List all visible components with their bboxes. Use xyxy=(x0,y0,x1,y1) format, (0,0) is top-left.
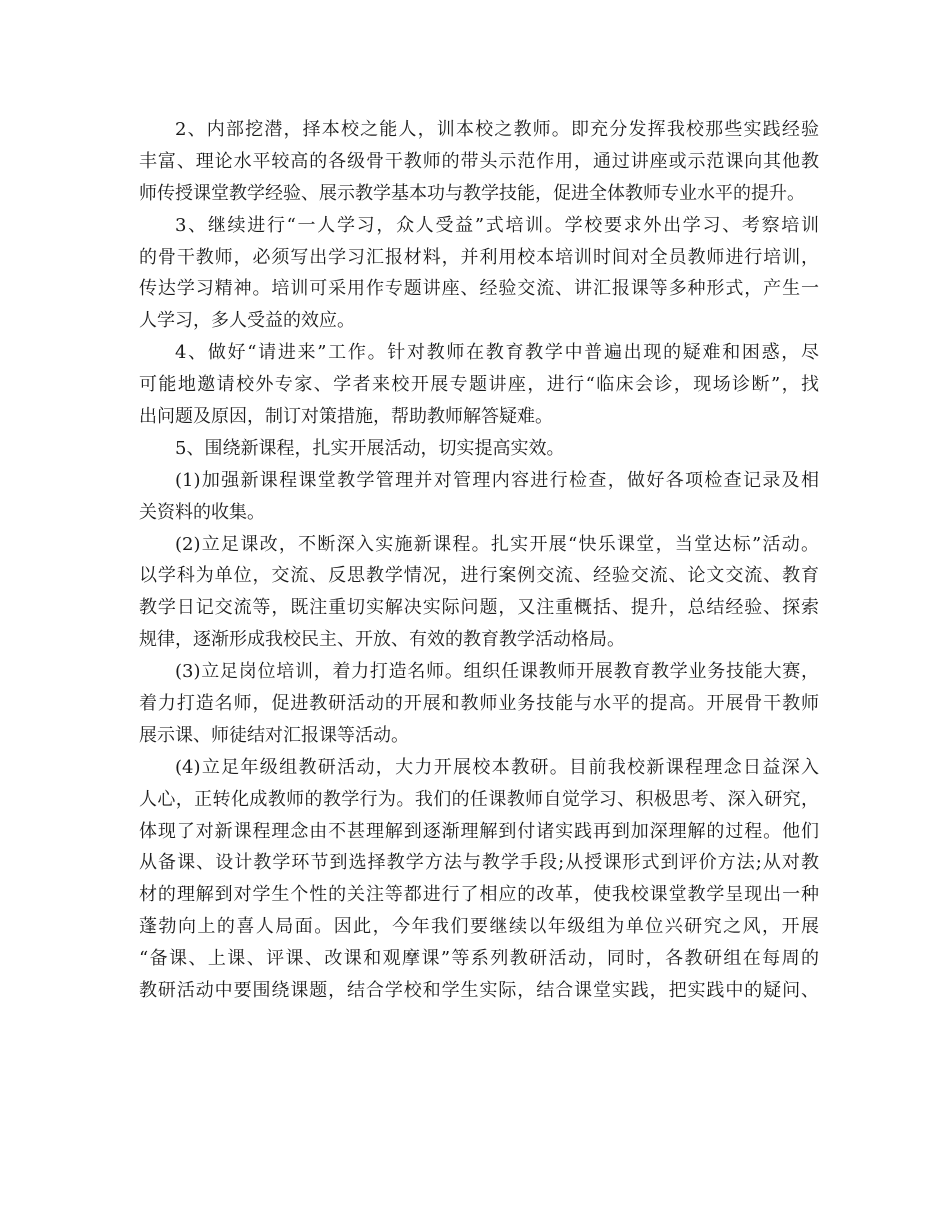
paragraph-line: (2)立足课改，不断深入实施新课程。扎实开展“快乐课堂，当堂达标”活动。 xyxy=(175,533,819,555)
paragraph-line: 2、内部挖潜，择本校之能人，训本校之教师。即充分发挥我校那些实践经验 xyxy=(175,119,819,140)
paragraph-line: 人学习，多人受益的效应。 xyxy=(139,310,355,332)
paragraph-line: 丰富、理论水平较高的各级骨干教师的带头示范作用，通过讲座或示范课向其他教 xyxy=(139,150,819,172)
paragraph-line: 规律，逐渐形成我校民主、开放、有效的教育教学活动格局。 xyxy=(139,629,625,651)
paragraph-line: (1)加强新课程课堂教学管理并对管理内容进行检查，做好各项检查记录及相 xyxy=(175,469,819,491)
paragraph-line: 传达学习精神。培训可采用作专题讲座、经验交流、讲汇报课等多种形式，产生一 xyxy=(139,278,819,300)
paragraph-line: 蓬勃向上的喜人局面。因此，今年我们要继续以年级组为单位兴研究之风，开展 xyxy=(139,916,819,938)
paragraph-line: “备课、上课、评课、改课和观摩课”等系列教研活动，同时，各教研组在每周的 xyxy=(139,948,819,970)
paragraph-line: 以学科为单位，交流、反思教学情况，进行案例交流、经验交流、论文交流、教育 xyxy=(139,565,819,587)
document-body xyxy=(139,114,819,1007)
paragraph-line: 教学日记交流等，既注重切实解决实际问题，又注重概括、提升，总结经验、探索 xyxy=(139,597,819,619)
paragraph-line: 体现了对新课程理念由不甚理解到逐渐理解到付诸实践再到加深理解的过程。他们 xyxy=(139,820,819,842)
paragraph-line: 可能地邀请校外专家、学者来校开展专题讲座，进行“临床会诊，现场诊断”，找 xyxy=(139,374,819,396)
paragraph-line: 5、围绕新课程，扎实开展活动，切实提高实效。 xyxy=(175,437,565,459)
paragraph-line: 材的理解到对学生个性的关注等都进行了相应的改革，使我校课堂教学呈现出一种 xyxy=(139,884,819,906)
paragraph-line: (4)立足年级组教研活动，大力开展校本教研。目前我校新课程理念日益深入 xyxy=(175,756,819,778)
paragraph-line: 4、做好“请进来”工作。针对教师在教育教学中普遍出现的疑难和困惑，尽 xyxy=(175,342,819,364)
paragraph-line: 出问题及原因，制订对策措施，帮助教师解答疑难。 xyxy=(139,406,553,428)
paragraph-line: 展示课、师徒结对汇报课等活动。 xyxy=(139,724,409,746)
paragraph-line: 的骨干教师，必须写出学习汇报材料，并利用校本培训时间对全员教师进行培训， xyxy=(139,246,819,268)
paragraph-line: 师传授课堂教学经验、展示教学基本功与教学技能，促进全体教师专业水平的提升。 xyxy=(139,182,805,204)
paragraph-line: 教研活动中要围绕课题，结合学校和学生实际，结合课堂实践，把实践中的疑问、 xyxy=(139,980,819,1002)
paragraph-line: 人心，正转化成教师的教学行为。我们的任课教师自觉学习、积极思考、深入研究， xyxy=(139,788,819,810)
paragraph-line: 从备课、设计教学环节到选择教学方法与教学手段;从授课形式到评价方法;从对教 xyxy=(139,852,819,874)
paragraph-line: (3)立足岗位培训，着力打造名师。组织任课教师开展教育教学业务技能大赛， xyxy=(175,661,819,683)
paragraph-line: 着力打造名师，促进教研活动的开展和教师业务技能与水平的提高。开展骨干教师 xyxy=(139,693,819,715)
paragraph-line: 3、继续进行“一人学习，众人受益”式培训。学校要求外出学习、考察培训 xyxy=(175,214,819,236)
paragraph-line: 关资料的收集。 xyxy=(139,501,265,523)
